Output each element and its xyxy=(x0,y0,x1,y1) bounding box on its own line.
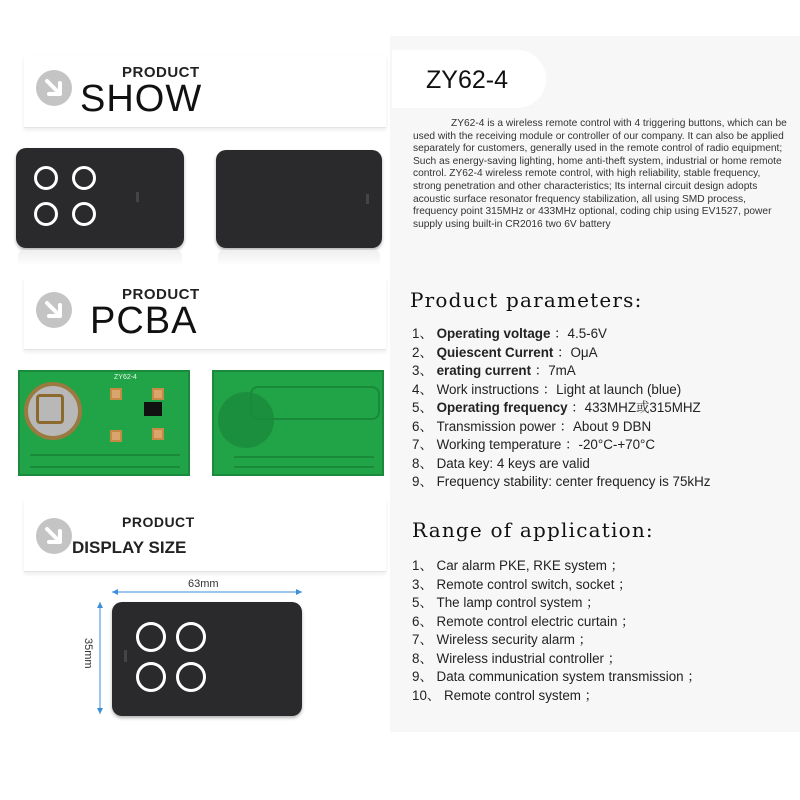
product-display-size-small: PRODUCT xyxy=(122,514,195,530)
parameter-value: About 9 DBN xyxy=(573,418,652,434)
model-title: ZY62-4 xyxy=(426,66,508,94)
parameter-value: 4.5-6V xyxy=(567,326,607,341)
tact-switch xyxy=(110,388,122,400)
parameter-number: 1、 xyxy=(412,326,437,341)
remote-back-reflection xyxy=(218,250,380,266)
parameter-number: 9、 xyxy=(412,474,437,489)
parameter-value: OμA xyxy=(570,344,598,360)
remote-size-image xyxy=(112,602,302,716)
range-item: 5、 The lamp control system ； xyxy=(412,595,600,610)
product-pcba-title: PCBA xyxy=(90,300,198,342)
product-show-header xyxy=(24,56,386,128)
tact-switch xyxy=(110,430,122,442)
parameter-label: Working temperature xyxy=(436,437,562,452)
pcb-front-image xyxy=(18,370,190,476)
parameter-item xyxy=(412,453,590,472)
parameter-separator: ： xyxy=(567,400,585,415)
remote-button-2 xyxy=(176,622,206,652)
remote-button-3 xyxy=(136,662,166,692)
parameter-value: Light at launch (blue) xyxy=(556,381,682,397)
remote-button-1 xyxy=(136,622,166,652)
parameter-separator: ： xyxy=(539,381,557,397)
remote-front-reflection xyxy=(18,250,182,266)
height-dimension-label: 35mm xyxy=(82,638,94,669)
parameter-item xyxy=(412,397,701,416)
remote-back-led-slot xyxy=(366,194,369,204)
antenna-trace xyxy=(30,454,180,468)
parameter-separator: ： xyxy=(561,437,579,452)
parameter-number: 8、 xyxy=(412,455,437,471)
parameter-value: -20°C-+70°C xyxy=(578,437,656,452)
parameter-label: Quiescent Current xyxy=(436,344,554,360)
arrow-down-right-icon xyxy=(36,518,72,554)
parameter-label: Operating frequency xyxy=(436,400,568,415)
product-show-small: PRODUCT xyxy=(122,64,200,81)
parameter-number: 7、 xyxy=(412,437,437,452)
range-item: 6、 Remote control electric curtain ； xyxy=(412,613,635,629)
chip xyxy=(144,402,162,416)
parameter-item xyxy=(412,360,576,379)
parameter-label: erating current xyxy=(436,363,532,378)
antenna-trace xyxy=(234,456,374,468)
product-pcba-small: PRODUCT xyxy=(122,286,200,303)
battery-clip xyxy=(36,394,64,424)
remote-button-4 xyxy=(72,202,96,226)
parameter-number: 2、 xyxy=(412,344,437,360)
remote-button-4 xyxy=(176,662,206,692)
remote-button-3 xyxy=(34,202,58,226)
parameter-value: 433MHZ或315MHZ xyxy=(584,400,701,415)
tact-switch xyxy=(152,388,164,400)
product-pcba-header xyxy=(24,278,386,350)
tact-switch xyxy=(152,428,164,440)
parameter-item xyxy=(412,416,651,435)
parameter-item xyxy=(412,342,598,361)
parameter-number: 6、 xyxy=(412,418,437,434)
pcb-label: ZY62-4 xyxy=(114,374,137,381)
remote-led-slot xyxy=(124,650,127,662)
parameter-item xyxy=(412,434,655,453)
remote-button-1 xyxy=(34,166,58,190)
remote-led-slot xyxy=(136,192,139,202)
parameter-separator: ： xyxy=(553,344,571,360)
range-item: 10、 Remote control system ； xyxy=(412,687,599,703)
parameter-item xyxy=(412,379,681,398)
parameter-item xyxy=(412,323,607,342)
parameter-separator: ： xyxy=(555,418,573,434)
parameter-label: Work instructions xyxy=(436,381,540,397)
parameter-label: Data key: 4 keys are valid xyxy=(436,455,590,471)
arrow-down-right-icon xyxy=(36,292,72,328)
remote-back-image xyxy=(216,150,382,248)
parameter-item xyxy=(412,471,710,490)
product-show-title: SHOW xyxy=(80,78,203,120)
range-item: 1、 Car alarm PKE, RKE system ； xyxy=(412,558,625,573)
range-item: 7、 Wireless security alarm ； xyxy=(412,632,593,647)
parameter-label: Frequency stability: center frequency is 75kHz xyxy=(436,474,711,489)
parameter-value: 7mA xyxy=(548,363,576,378)
parameter-number: 3、 xyxy=(412,363,437,378)
product-display-size-title: DISPLAY SIZE xyxy=(72,538,187,557)
parameters-title: Product parameters: xyxy=(410,288,643,312)
remote-button-2 xyxy=(72,166,96,190)
remote-front-image xyxy=(16,148,184,248)
range-item: 9、 Data communication system transmission ； xyxy=(412,669,701,684)
range-item: 3、 Remote control switch, socket ； xyxy=(412,576,632,592)
parameter-number: 4、 xyxy=(412,381,437,397)
range-title: Range of application: xyxy=(412,518,654,542)
range-item: 8、 Wireless industrial controller ； xyxy=(412,650,622,666)
width-dimension-label: 63mm xyxy=(188,578,219,590)
parameter-separator: ： xyxy=(550,326,568,341)
parameter-separator: ： xyxy=(531,363,549,378)
antenna-trace xyxy=(250,386,380,420)
parameter-label: Operating voltage xyxy=(436,326,551,341)
parameter-number: 5、 xyxy=(412,400,437,415)
product-description: ZY62-4 is a wireless remote control with 4 triggering buttons, which can be used with the receiving module or controller of our company. It can also be applied separately for customers, generally used in the remote control of radio equipment; Such as energy-saving lighting, home anti-theft system, industrial or home remote control. ZY62-4 wireless remote control, with high reliability, stable frequency, strong penetration and other characteristics; Its internal circuit design adopts acoustic surface resonator frequency stabilization, all using SMD process, frequency point 315MHz or 433MHz optional, coding chip using EV1527, power supply using built-in CR2016 two 6V battery xyxy=(413,118,787,230)
product-display-size-header xyxy=(24,500,386,572)
pcb-back-image xyxy=(212,370,384,476)
parameter-label: Transmission power xyxy=(436,418,556,434)
arrow-down-right-icon xyxy=(36,70,72,106)
